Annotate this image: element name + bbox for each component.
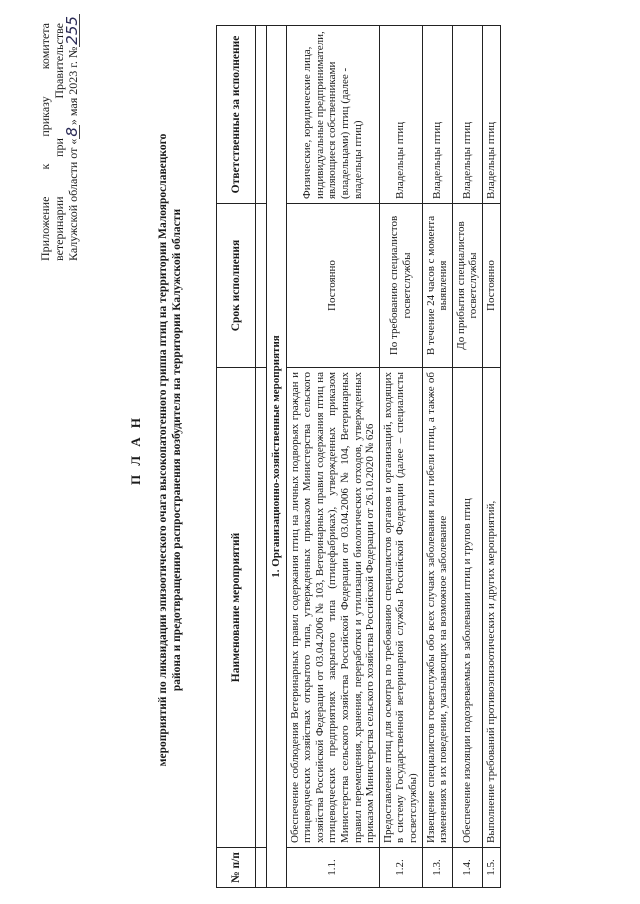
spacer-cell xyxy=(256,204,267,368)
appendix-word: приказу xyxy=(38,96,52,137)
table-row xyxy=(422,26,452,888)
table-header-row xyxy=(217,26,256,888)
header-name: Наименование мероприятий xyxy=(217,368,256,848)
document-title: П Л А Н xyxy=(128,414,143,486)
row-term: Постоянно xyxy=(286,204,379,368)
appendix-word: ветеринарии xyxy=(52,196,66,261)
header-term: Срок исполнения xyxy=(217,204,256,368)
handwritten-order-number: 255 xyxy=(63,16,81,45)
row-number: 1.4. xyxy=(452,848,482,888)
appendix-word: к xyxy=(38,163,52,170)
row-responsible: Владельцы птиц xyxy=(482,26,500,204)
row-number: 1.3. xyxy=(422,848,452,888)
measures-table xyxy=(216,25,501,888)
appendix-line-1 xyxy=(38,23,52,261)
row-measure: Извещение специалистов госветслужбы обо всех случаях заболевания или гибели птиц, а также об изменениях в их поведении, указывающих на возможное заболевание xyxy=(422,368,452,848)
appendix-word: Правительстве xyxy=(52,23,66,99)
row-responsible: Владельцы птиц xyxy=(379,26,422,204)
row-measure: Обеспечение изоляции подозреваемых в заболевании птиц и трупов птиц xyxy=(452,368,482,848)
spacer-cell xyxy=(256,26,267,204)
row-responsible: Владельцы птиц xyxy=(422,26,452,204)
appendix-word: комитета xyxy=(38,23,52,70)
rotated-page xyxy=(0,10,620,890)
row-term: В течение 24 часов с момента выявления xyxy=(422,204,452,368)
row-number: 1.1. xyxy=(286,848,379,888)
document-subtitle xyxy=(156,45,184,855)
spacer-cell xyxy=(256,368,267,848)
subtitle-line-2: района и предотвращению распространения возбудителя на территории Калужской области xyxy=(171,208,183,692)
appendix-block xyxy=(38,16,81,261)
row-measure: Выполнение требований противоэпизоотических и других мероприятий, xyxy=(482,368,500,848)
row-responsible: Физические, юридические лица, индивидуальные предприниматели, являющиеся собственниками (владельцами) птиц (далее - владельцы птиц) xyxy=(286,26,379,204)
header-responsible: Ответственные за исполнение xyxy=(217,26,256,204)
appendix-date-prefix: Калужской области от « xyxy=(66,138,80,261)
row-term: По требованию специалистов госветслужбы xyxy=(379,204,422,368)
handwritten-day: 8 xyxy=(63,127,81,137)
appendix-word: Приложение xyxy=(38,196,52,261)
row-measure: Обеспечение соблюдения Ветеринарных правил содержания птиц на личных подворьях граждан и птицеводческих хозяйствах открытого типа, утвержденных приказом Министерства сельского хозяйства Российской Федерации от 03.04.2006 № 103, Ветеринарных правил содержания птиц на птицеводческих предприятиях закрытого типа (птицефабриках), утвержденных приказом Министерства сельского хозяйства Российской Федерации от 03.04.2006 № 104, Ветеринарных правил перемещения, хранения, переработки и утилизации биологических отходов, утвержденных приказом Министерства сельского хозяйства Российской Федерации от 26.10.2020 № 626 xyxy=(286,368,379,848)
appendix-word: при xyxy=(52,138,66,157)
header-num: № п/п xyxy=(217,848,256,888)
appendix-date-middle: » мая 2023 г. № xyxy=(66,46,80,126)
table-row xyxy=(452,26,482,888)
appendix-line-2 xyxy=(52,23,66,261)
row-measure: Предоставление птиц для осмотра по требованию специалистов органов и организаций, входящих в систему Государственной ветеринарной службы Российской Федерации (далее – специалисты госветслужбы) xyxy=(379,368,422,848)
row-number: 1.5. xyxy=(482,848,500,888)
table-row xyxy=(482,26,500,888)
row-term: Постоянно xyxy=(482,204,500,368)
subtitle-line-1: мероприятий по ликвидации эпизоотического очага высокопатогенного гриппа птиц на территории Малоярославецкого xyxy=(157,133,169,767)
section-title: 1. Организационно-хозяйственные мероприятия xyxy=(267,26,287,888)
table-row xyxy=(286,26,379,888)
spacer-cell xyxy=(256,848,267,888)
appendix-line-3 xyxy=(63,16,81,261)
row-term: До прибытия специалистов госветслужбы xyxy=(452,204,482,368)
table-spacer-row xyxy=(256,26,267,888)
table-row xyxy=(379,26,422,888)
row-number: 1.2. xyxy=(379,848,422,888)
section-row xyxy=(267,26,287,888)
row-responsible: Владельцы птиц xyxy=(452,26,482,204)
